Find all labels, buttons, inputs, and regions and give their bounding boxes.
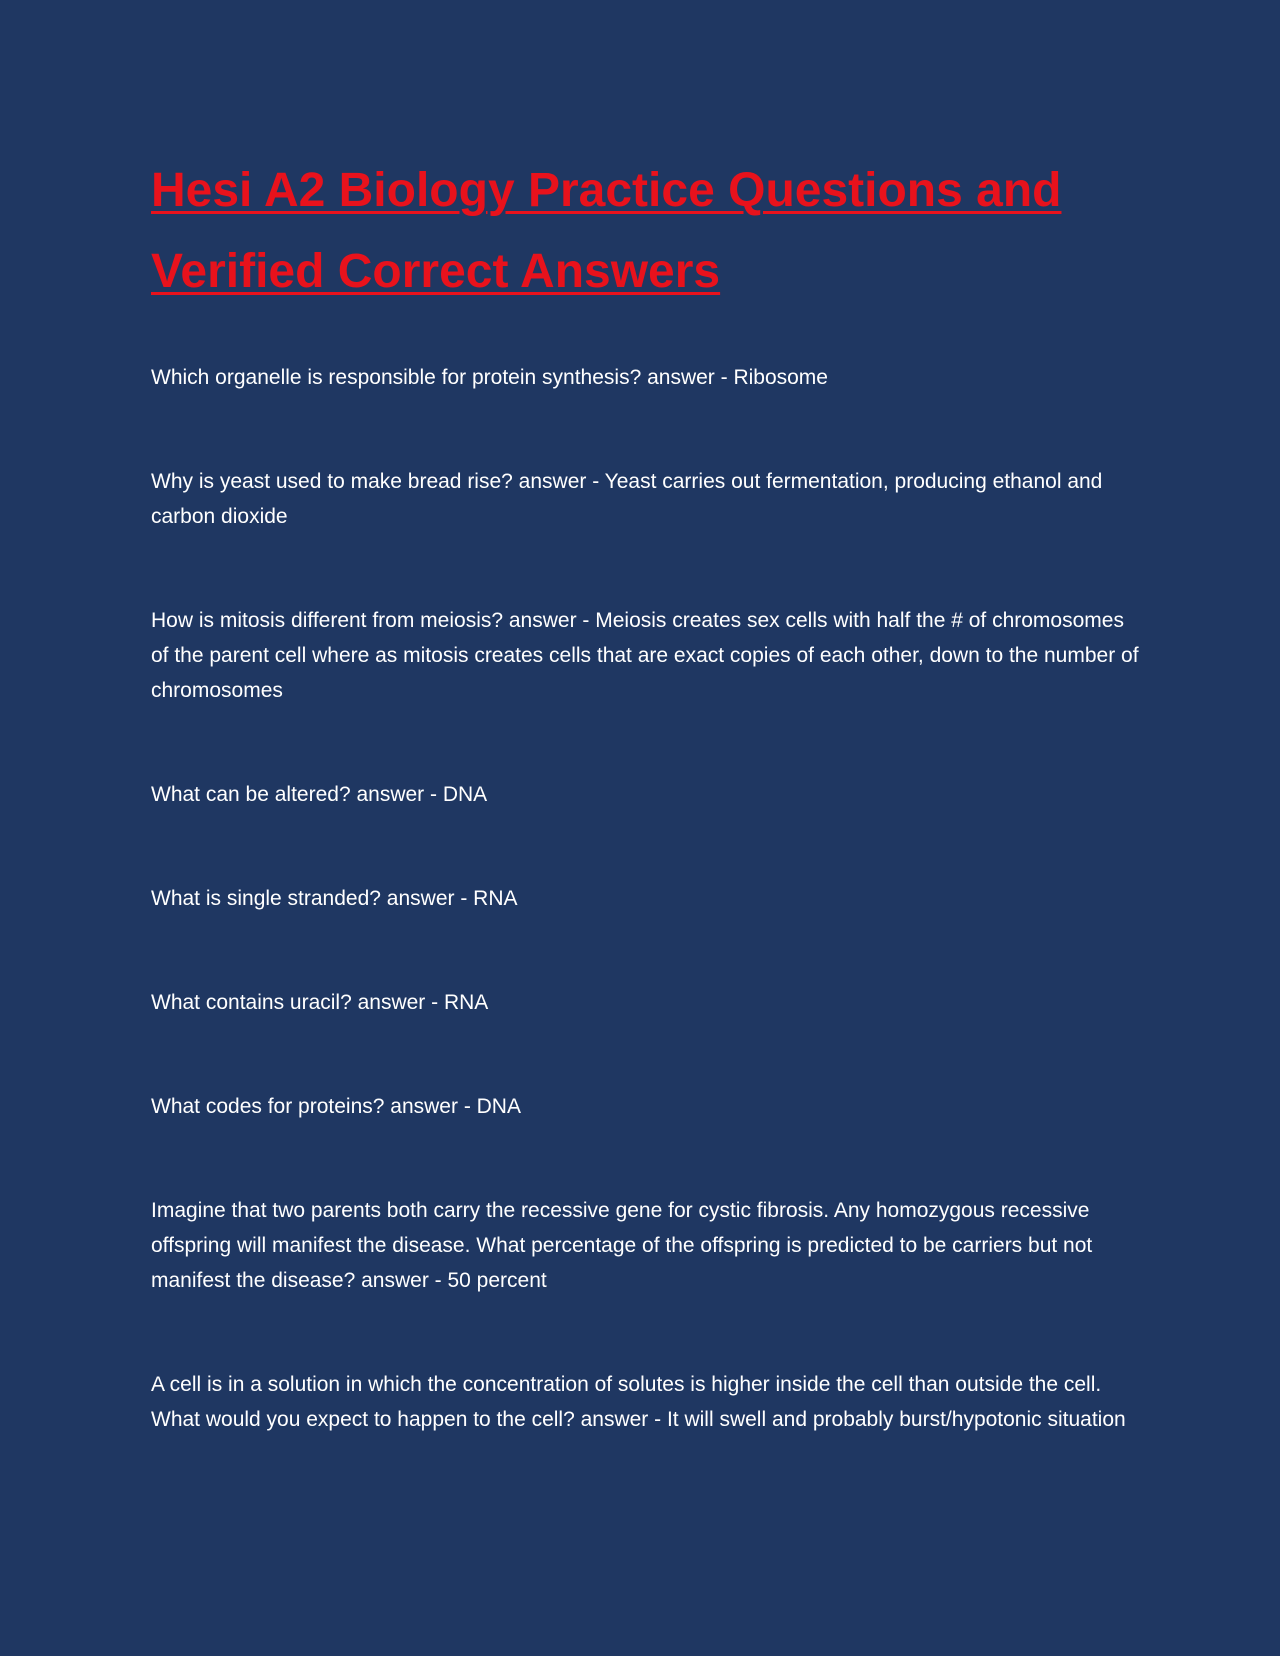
document-title: Hesi A2 Biology Practice Questions and Verified Correct Answers <box>151 164 1062 298</box>
qa-item: Imagine that two parents both carry the recessive gene for cystic fibrosis. Any homozygous recessive offspring will manifest the disease. What percentage of the offspring is predicted to be carriers but not manifest the disease? answer - 50 percent <box>151 1199 1093 1292</box>
qa-item: What codes for proteins? answer - DNA <box>151 1095 521 1118</box>
qa-item: What can be altered? answer - DNA <box>151 783 488 806</box>
document-page <box>151 150 1141 1506</box>
qa-list <box>151 360 1141 1437</box>
qa-item: How is mitosis different from meiosis? answer - Meiosis creates sex cells with half the # of chromosomes of the parent cell where as mitosis creates cells that are exact copies of each other, down to the number of chromosomes <box>151 609 1139 702</box>
qa-item: What contains uracil? answer - RNA <box>151 991 489 1014</box>
qa-item: What is single stranded? answer - RNA <box>151 887 518 910</box>
qa-item: Which organelle is responsible for protein synthesis? answer - Ribosome <box>151 366 828 389</box>
qa-item: A cell is in a solution in which the concentration of solutes is higher inside the cell than outside the cell. What would you expect to happen to the cell? answer - It will swell and probably burst/hypotonic situation <box>151 1373 1126 1431</box>
qa-item: Why is yeast used to make bread rise? answer - Yeast carries out fermentation, producing ethanol and carbon dioxide <box>151 470 1103 528</box>
